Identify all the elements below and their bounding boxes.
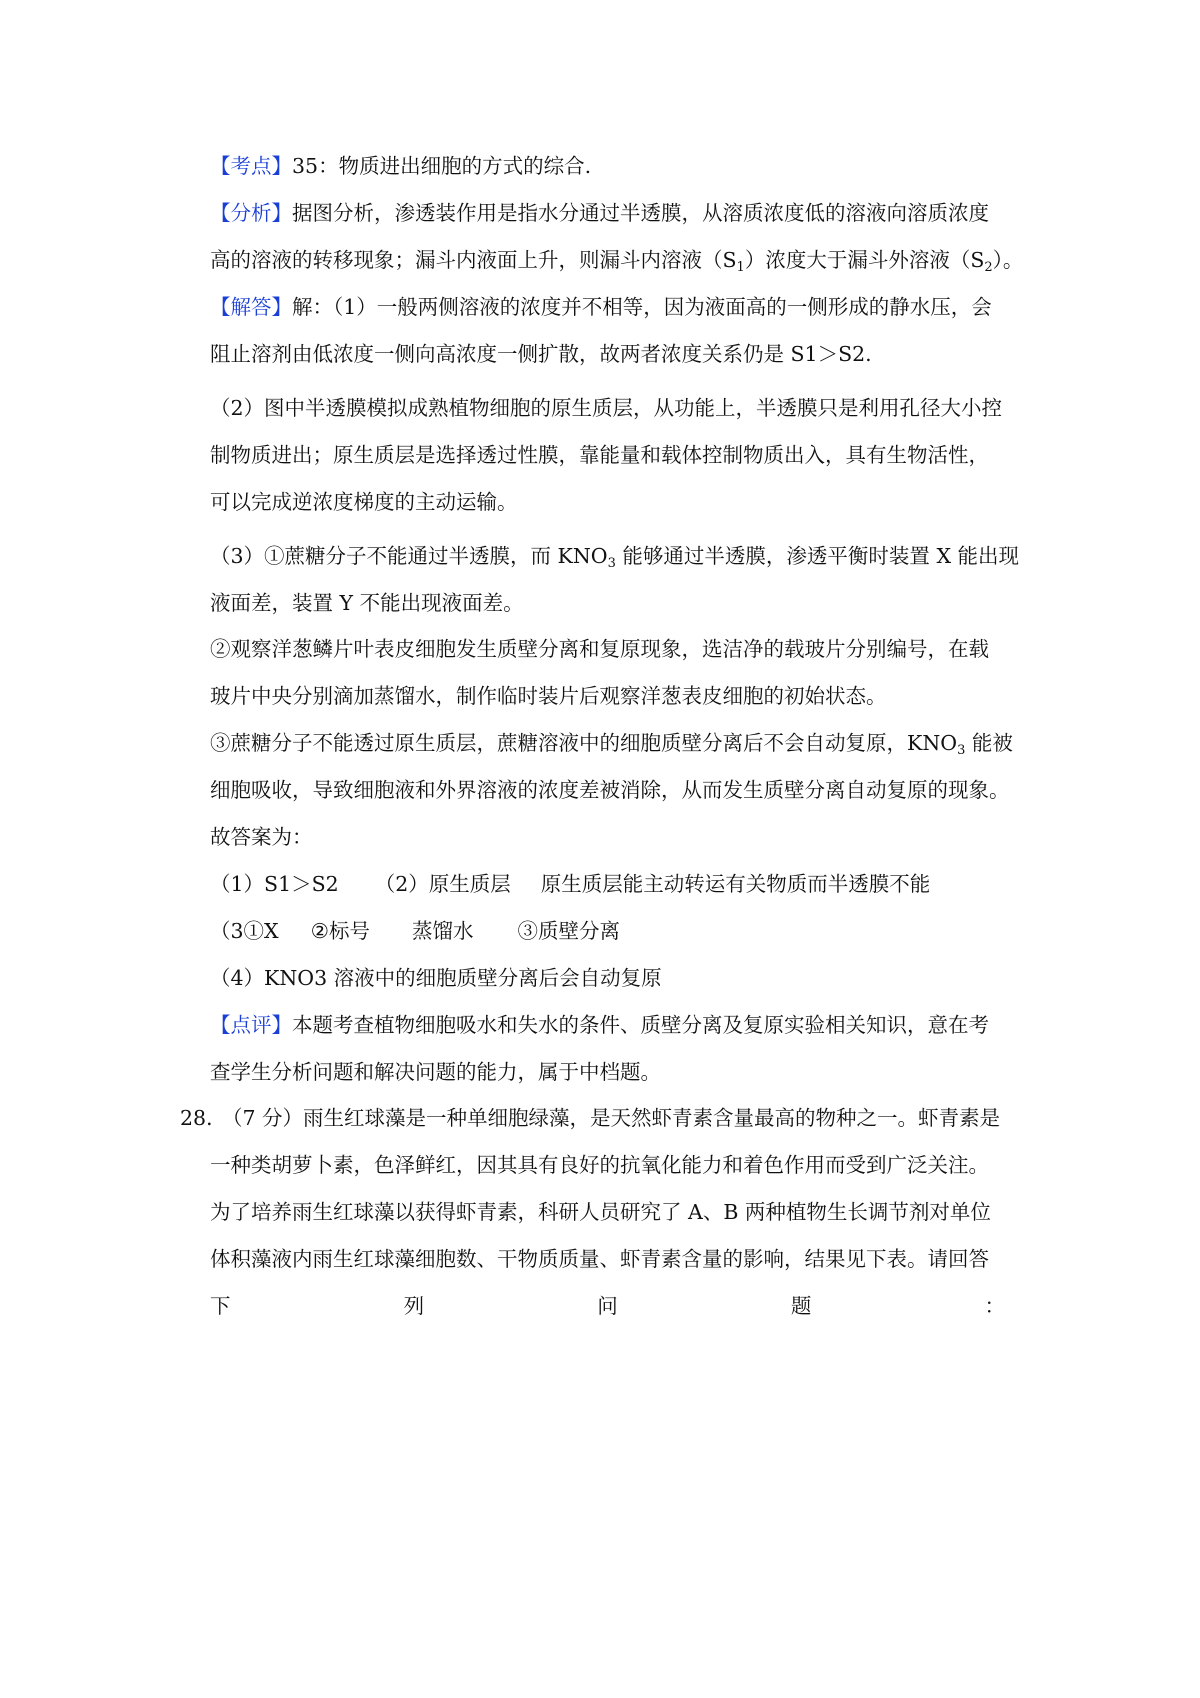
answer-2a: （3①X (210, 919, 279, 943)
q28-line-1: （7 分）雨生红球藻是一种单细胞绿藻，是天然虾青素含量最高的物种之一。虾青素是 (222, 1106, 1001, 1130)
fenxi-line-1 (210, 198, 989, 228)
jieda-p2-line-3: 可以完成逆浓度梯度的主动运输。 (210, 490, 518, 514)
q28-char-0: 下 (210, 1294, 231, 1318)
subscript-1: 1 (736, 260, 745, 275)
q28-line-2: 一种类胡萝卜素，色泽鲜红，因其具有良好的抗氧化能力和着色作用而受到广泛关注。 (210, 1153, 989, 1177)
answer-2b: ②标号 (310, 919, 371, 943)
fenxi-text-2a: 高的溶液的转移现象；漏斗内液面上升，则漏斗内溶液（S (210, 248, 737, 272)
dianping-tag: 【点评】 (210, 1013, 292, 1037)
fenxi-text-2c: ）。 (992, 248, 1024, 272)
q28-line-3: 为了培养雨生红球藻以获得虾青素，科研人员研究了 A、B 两种植物生长调节剂对单位 (210, 1200, 991, 1224)
dianping-line-2: 查学生分析问题和解决问题的能力，属于中档题。 (210, 1060, 661, 1084)
jieda-p4-line-2: 玻片中央分别滴加蒸馏水，制作临时装片后观察洋葱表皮细胞的初始状态。 (210, 684, 887, 708)
fenxi-line-2 (210, 245, 1023, 275)
q28-line-5-spread (210, 1291, 1005, 1321)
jieda-p3-text-b: 能够通过半透膜，渗透平衡时装置 X 能出现 (615, 544, 1020, 568)
q28-number: 28． (180, 1106, 227, 1130)
kaodian-line (210, 151, 591, 181)
fenxi-tag: 【分析】 (210, 201, 292, 225)
answer-line-2 (210, 916, 620, 946)
subscript-2: 2 (984, 260, 993, 275)
answer-line-1 (210, 869, 930, 899)
q28-line-4: 体积藻液内雨生红球藻细胞数、干物质质量、虾青素含量的影响，结果见下表。请回答 (210, 1247, 989, 1271)
dianping-line-1 (210, 1010, 989, 1040)
jieda-p5-text-a: ③蔗糖分子不能透过原生质层，蔗糖溶液中的细胞质壁分离后不会自动复原，KNO (210, 731, 958, 755)
jieda-p3-line-1 (210, 541, 1019, 571)
answer-2c: 蒸馏水 (412, 919, 474, 943)
answer-2d: ③质壁分离 (517, 919, 621, 943)
jieda-line-1 (210, 292, 992, 322)
fenxi-text-2b: ）浓度大于漏斗外溶液（S (744, 248, 985, 272)
answer-line-3: （4）KNO3 溶液中的细胞质壁分离后会自动复原 (210, 966, 662, 990)
kaodian-text: 35：物质进出细胞的方式的综合. (292, 154, 592, 178)
jieda-p3-text-a: （3）①蔗糖分子不能通过半透膜，而 KNO (210, 544, 608, 568)
answer-1b: （2）原生质层 (374, 872, 511, 896)
subscript-kno3: 3 (607, 556, 616, 571)
jieda-p4-line-1: ②观察洋葱鳞片叶表皮细胞发生质壁分离和复原现象，选洁净的载玻片分别编号，在载 (210, 637, 989, 661)
q28-char-4: ： (984, 1294, 1005, 1318)
dianping-text-1: 本题考查植物细胞吸水和失水的条件、质壁分离及复原实验相关知识，意在考 (292, 1013, 989, 1037)
jieda-tag: 【解答】 (210, 295, 292, 319)
jieda-p2-line-1: （2）图中半透膜模拟成熟植物细胞的原生质层，从功能上，半透膜只是利用孔径大小控 (210, 396, 1003, 420)
q28-char-1: 列 (403, 1294, 425, 1318)
jieda-p5-text-b: 能被 (965, 731, 1013, 755)
jieda-p3-line-2: 液面差，装置 Y 不能出现液面差。 (210, 591, 524, 615)
kaodian-tag: 【考点】 (210, 154, 292, 178)
jieda-p5-line-1 (210, 728, 1013, 758)
jieda-p5-line-2: 细胞吸收，导致细胞液和外界溶液的浓度差被消除，从而发生质壁分离自动复原的现象。 (210, 778, 1010, 802)
fenxi-text-1: 据图分析，渗透装作用是指水分通过半透膜，从溶质浓度低的溶液向溶质浓度 (292, 201, 989, 225)
answer-1a: （1）S1＞S2 (210, 872, 339, 896)
subscript-kno3-2: 3 (957, 743, 966, 758)
jieda-p2-line-2: 制物质进出；原生质层是选择透过性膜，靠能量和载体控制物质出入，具有生物活性， (210, 443, 989, 467)
q28-char-3: 题 (790, 1294, 812, 1318)
jieda-line-2: 阻止溶剂由低浓度一侧向高浓度一侧扩散，故两者浓度关系仍是 S1＞S2. (210, 342, 872, 366)
q28-char-2: 问 (597, 1294, 618, 1318)
jieda-text-1: 解：（1）一般两侧溶液的浓度并不相等，因为液面高的一侧形成的静水压，会 (292, 295, 992, 319)
answer-1c: 原生质层能主动转运有关物质而半透膜不能 (540, 872, 931, 896)
answer-intro: 故答案为： (210, 825, 313, 849)
